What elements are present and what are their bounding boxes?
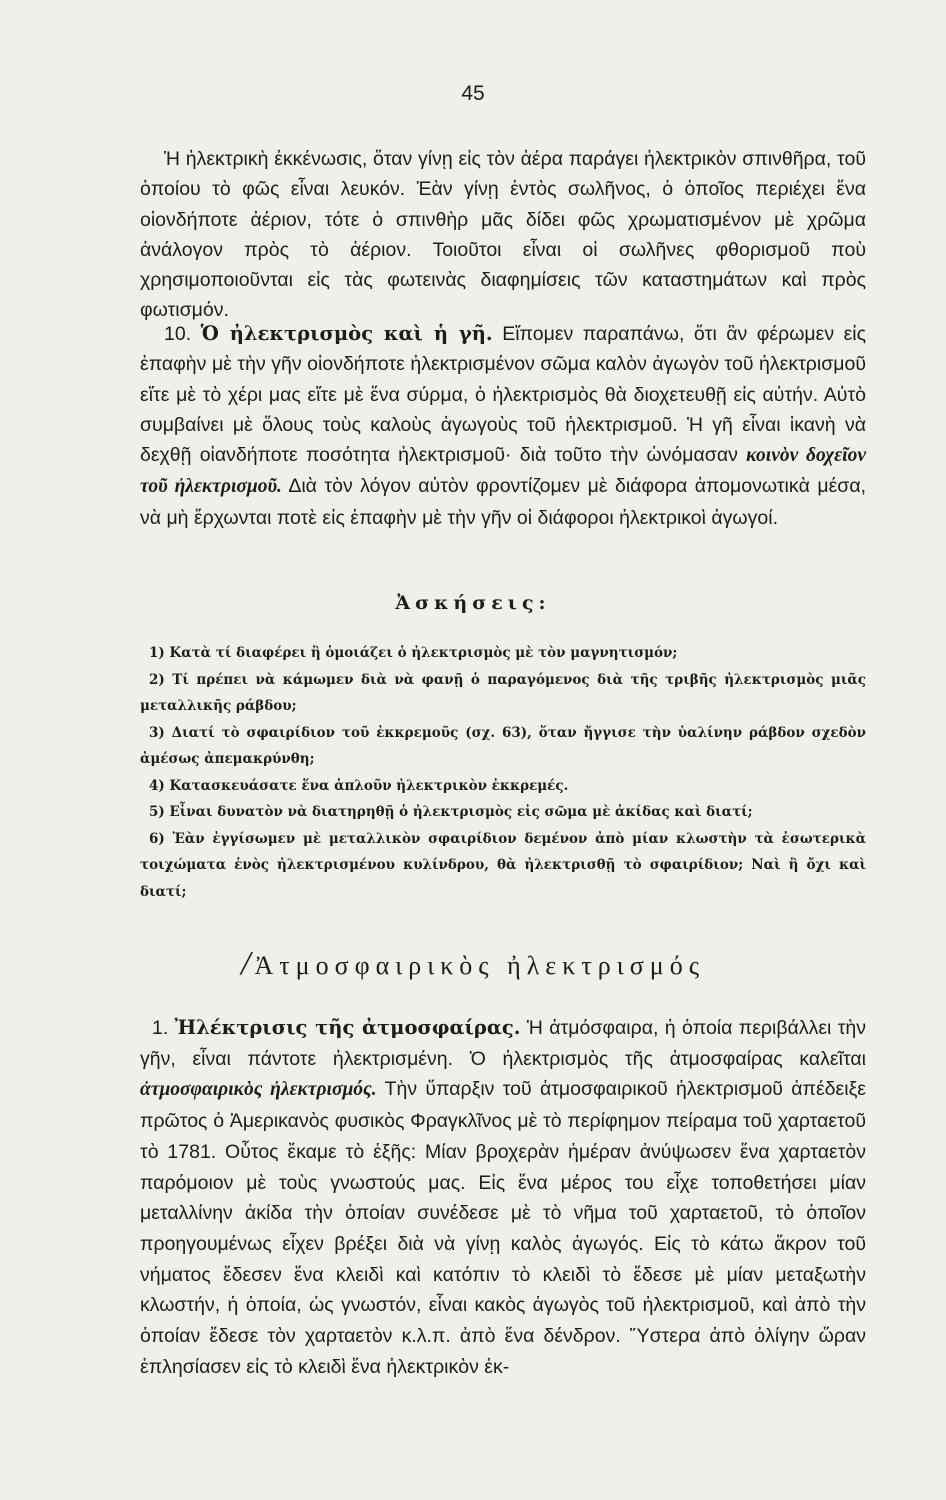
exercise-item: 5) Εἶναι δυνατὸν νὰ διατηρηθῇ ὁ ἠλεκτρισμὸς εἰς σῶμα μὲ ἀκίδας καὶ διατί; [149,804,753,820]
exercise-item: 2) Τί πρέπει νὰ κάμωμεν διὰ νὰ φανῇ ὁ παραγόμενος διὰ τῆς τριβῆς ἠλεκτρισμὸς μιᾶς μεταλλικῆς ράβδου; [140,671,866,714]
exercises-list [140,640,866,905]
exercise-item: 4) Κατασκευάσατε ἕνα ἁπλοῦν ἠλεκτρικὸν ἐκκρεμές. [149,777,569,794]
section-1-text-after: Τὴν ὕπαρξιν τοῦ ἀτμοσφαιρικοῦ ἠλεκτρισμοῦ ἀπέδειξε πρῶτος ὁ Ἀμερικανὸς φυσικὸς Φραγκλῖνος μὲ τὸ περίφημον πείραμα τοῦ χαρταετοῦ τὸ 1781. Οὗτος ἔκαμε τὸ ἑξῆς: Μίαν βροχερὰν ἡμέραν ἀνύψωσεν ἕνα χαρταετὸν παρόμοιον μὲ τοὺς γνωστούς μας. Εἰς ἕνα μέρος του εἶχε τοποθετήσει μίαν μεταλλίνην ἀκίδα τὴν ὁποίαν συνέδεσε μὲ τὸ νῆμα τοῦ χαρταετοῦ, τὸ ὁποῖον προηγουμένως εἶχεν βρέξει διὰ νὰ γίνῃ καλὸς ἀγωγός. Εἰς τὸ κάτω ἄκρον τοῦ νήματος ἔδεσεν ἕνα κλειδὶ καὶ κατόπιν τὸ κλειδὶ τὸ ἔδεσε μὲ μίαν μεταξωτὴν κλωστήν, ἡ ὁποία, ὡς γνωστόν, εἶναι κακὸς ἀγωγὸς τοῦ ἠλεκτρισμοῦ, καὶ ἀπὸ τὴν ὁποίαν ἔδεσε τὸν χαρταετὸν κ.λ.π. ἀπὸ ἕνα δένδρον. Ὕστερα ἀπὸ ὀλίγην ὥραν ἐπλησίασεν εἰς τὸ κλειδὶ ἕνα ἠλεκτρικὸν ἐκ- [140,1078,866,1378]
exercises-heading: Ἀσκήσεις: [395,592,551,614]
section-10-text-before: Εἴπομεν παραπάνω, ὅτι ἂν φέρωμεν εἰς ἐπαφὴν μὲ τὴν γῆν οἱονδήποτε ἠλεκτρισμένον σῶμα καλὸν ἀγωγὸν τοῦ ἠλεκτρισμοῦ εἴτε μὲ τὸ χέρι μας εἴτε μὲ ἕνα σύρμα, ὁ ἠλεκτρισμὸς θὰ διοχετευθῇ εἰς αὐτήν. Αὐτὸ συμβαίνει μὲ ὅλους τοὺς καλοὺς ἀγωγοὺς τοῦ ἠλεκτρισμοῦ. Ἡ γῆ εἶναι ἱκανὴ νὰ δεχθῇ οἱανδήποτε ποσότητα ἠλεκτρισμοῦ· διὰ τοῦτο τὴν ὠνόμασαν [140,323,867,467]
section-10-title: Ὁ ἠλεκτρισμὸς καὶ ἡ γῆ. [200,322,493,345]
section-10-paragraph [140,319,866,533]
section-10-number: 10. [164,323,192,345]
chapter-heading [0,945,946,983]
chapter-heading-text: Ἀτμοσφαιρικὸς ἠλεκτρισμός [254,951,705,980]
section-1-text-before: Ἡ ἀτμόσφαιρα, ἡ ὁποία περιβάλλει τὴν γῆν, εἶναι πάντοτε ἠλεκτρισμένη. Ὁ ἠλεκτρισμὸς τῆς ἀτμοσφαίρας καλεῖται [140,1017,867,1070]
page-number: 45 [461,82,485,105]
section-10-text-after: Διὰ τὸν λόγον αὐτὸν φροντίζομεν μὲ διάφορα ἀπομονωτικὰ μέσα, νὰ μὴ ἔρχωνται ποτὲ εἰς ἐπαφὴν μὲ τὴν γῆν οἱ διάφοροι ἠλεκτρικοὶ ἀγωγοί. [140,475,867,529]
section-1-number: 1. [152,1017,169,1039]
exercise-item: 3) Διατί τὸ σφαιρίδιον τοῦ ἐκκρεμοῦς (σχ. 63), ὅταν ἤγγισε τὴν ὑαλίνην ράβδον σχεδὸν ἀμέσως ἀπεμακρύνθη; [140,724,866,767]
handwritten-mark: / [240,945,251,982]
section-10-term: κοινὸν δοχεῖον τοῦ ἠλεκτρισμοῦ. [140,445,866,498]
exercise-item: 6) Ἐὰν ἐγγίσωμεν μὲ μεταλλικὸν σφαιρίδιον δεμένον ἀπὸ μίαν κλωστὴν τὰ ἐσωτερικὰ τοιχώματα ἑνὸς ἠλεκτρισμένου κυλίνδρου, θὰ ἠλεκτρισθῇ τὸ σφαιρίδιον; Ναὶ ἢ ὄχι καὶ διατί; [140,830,866,900]
section-1-title: Ἠλέκτρισις τῆς ἀτμοσφαίρας. [174,1016,521,1039]
exercise-item: 1) Κατὰ τί διαφέρει ἢ ὁμοιάζει ὁ ἠλεκτρισμὸς μὲ τὸν μαγνητισμόν; [149,645,678,661]
paragraph-electric-discharge: Ἡ ἠλεκτρικὴ ἐκκένωσις, ὅταν γίνῃ εἰς τὸν ἀέρα παράγει ἠλεκτρικὸν σπινθῆρα, τοῦ ὁποίου τὸ φῶς εἶναι λευκόν. Ἐὰν γίνῃ ἐντὸς σωλῆνος, ὁ ὁποῖος περιέχει ἕνα οἱονδήποτε ἀέριον, τότε ὁ σπινθὴρ μᾶς δίδει φῶς χρωματισμένον μὲ χρῶμα ἀνάλογον πρὸς τὸ ἀέριον. Τοιοῦτοι εἶναι οἱ σωλῆνες φθορισμοῦ ποὺ χρησιμοποιοῦνται εἰς τὰς φωτεινὰς διαφημίσεις τῶν καταστημάτων καὶ πρὸς φωτισμόν. [140,148,866,322]
section-1-paragraph [140,1013,866,1382]
section-1-term: ἀτμοσφαιρικὸς ἠλεκτρισμός. [140,1079,377,1101]
